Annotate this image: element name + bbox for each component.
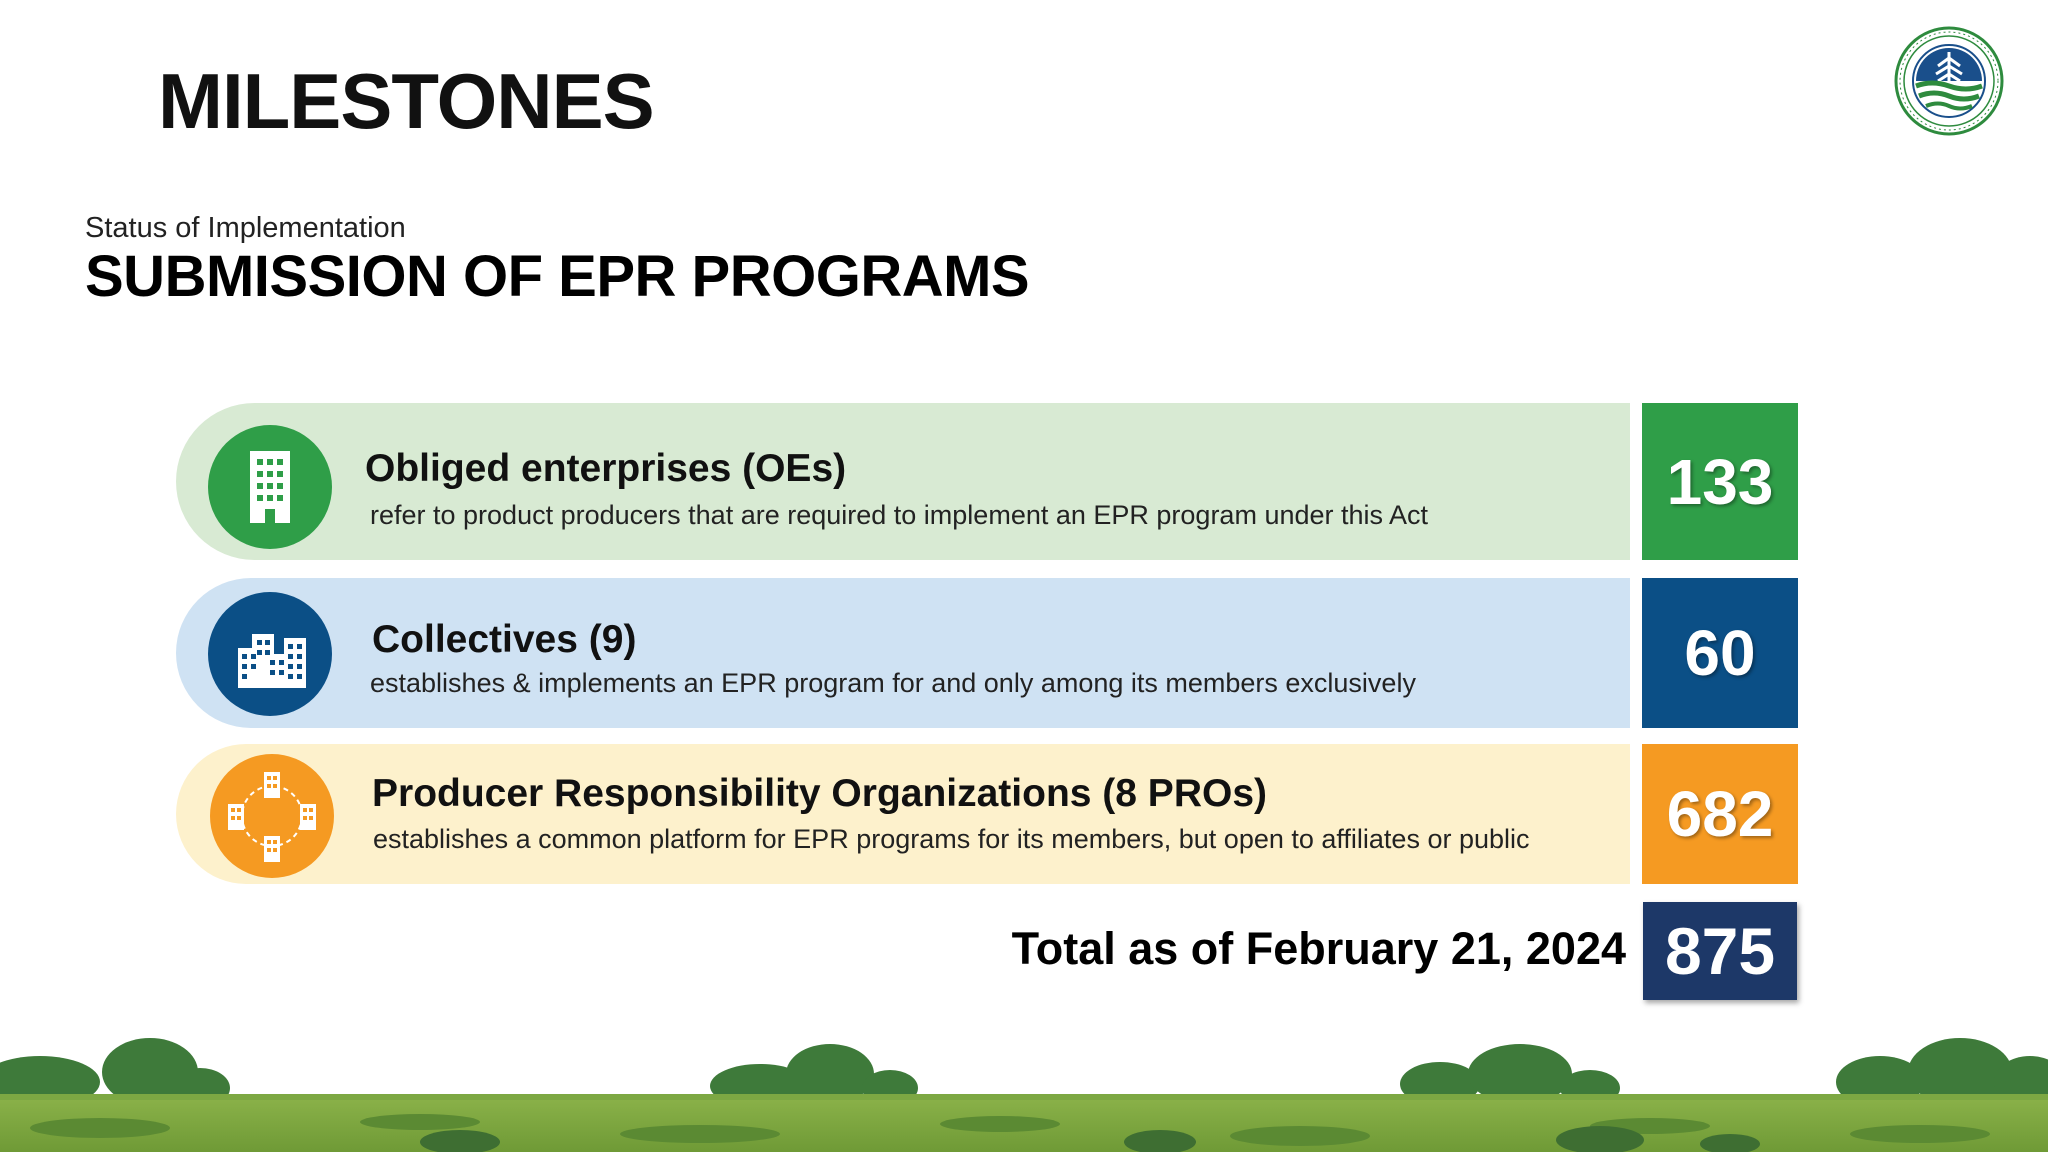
row-title: Collectives (9)	[372, 618, 637, 661]
section-heading: SUBMISSION OF EPR PROGRAMS	[85, 244, 1030, 309]
total-value-box: 875	[1643, 902, 1797, 1000]
single-building-icon	[208, 425, 332, 549]
row-description: refer to product producers that are required to implement an EPR program under this Act	[370, 500, 1429, 530]
row-description: establishes & implements an EPR program for and only among its members exclusively	[370, 668, 1416, 698]
section-subtitle: Status of Implementation	[85, 212, 406, 244]
row-icon-circle	[208, 592, 332, 716]
agency-logo	[1894, 26, 2004, 136]
total-label: Total as of February 21, 2024	[1011, 923, 1626, 974]
building-cluster-icon	[208, 592, 332, 716]
count-box: 133	[1642, 403, 1798, 560]
row-icon-circle	[210, 754, 334, 878]
row-title: Producer Responsibility Organizations (8 PROs)	[372, 772, 1268, 815]
count-box: 60	[1642, 578, 1798, 728]
row-description: establishes a common platform for EPR programs for its members, but open to affiliates or public	[373, 824, 1530, 854]
count-box: 682	[1642, 744, 1798, 884]
row-obliged-enterprises	[176, 403, 1798, 560]
denr-seal-icon	[1894, 26, 2004, 136]
slide-title: MILESTONES	[158, 57, 654, 145]
row-icon-circle	[208, 425, 332, 549]
row-producer-responsibility-organizations	[176, 744, 1798, 884]
row-collectives	[176, 578, 1798, 728]
landscape-illustration	[0, 1030, 2048, 1152]
building-network-icon	[210, 754, 334, 878]
row-title: Obliged enterprises (OEs)	[365, 447, 847, 490]
